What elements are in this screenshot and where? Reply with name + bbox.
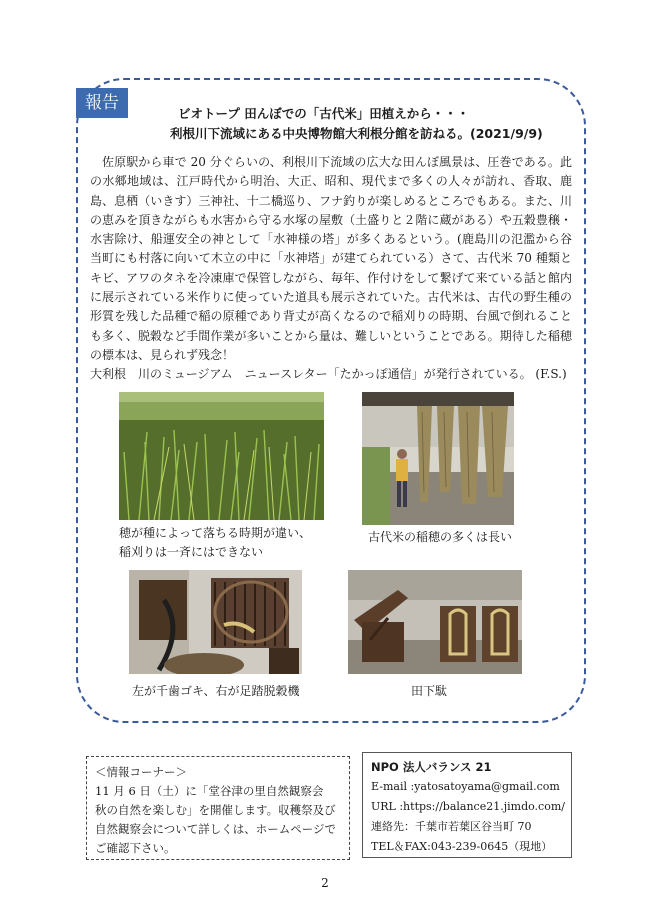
photo-caption-3: 左が千歯ゴキ、右が足踏脱穀機	[132, 684, 300, 698]
report-title-line2: 利根川下流域にある中央博物館大利根分館を訪ねる。(2021/9/9)	[170, 126, 543, 141]
ta-geta-photo	[348, 570, 522, 674]
photo-caption-1-line2: 稲刈りは一斉にはできない	[119, 545, 264, 559]
npo-contact-box	[362, 752, 572, 858]
hanging-rice-photo	[362, 392, 514, 525]
npo-tel: TEL＆FAX:043-239-0645（現地）	[371, 840, 553, 853]
page-number: 2	[321, 876, 329, 890]
photo-caption-4: 田下駄	[411, 684, 448, 698]
rice-field-photo	[119, 392, 324, 520]
report-tag: 報告	[76, 88, 128, 118]
report-title-line1: ビオトープ 田んぼでの「古代米」田植えから・・・	[178, 106, 470, 121]
threshing-tools-photo	[129, 570, 302, 674]
info-corner-text: 11 月 6 日（土）に「堂谷津の里自然観察会 秋の自然を楽しむ」を開催します。収穫祭及び自然観察会について詳しくは、ホームページでご確認下さい。	[95, 784, 337, 855]
npo-email[interactable]: E-mail :yatosatoyama@gmail.com	[371, 780, 560, 793]
photo-caption-2: 古代米の稲穂の多くは長い	[368, 530, 513, 544]
info-corner-heading: ＜情報コーナー＞	[95, 765, 187, 779]
npo-url[interactable]: URL :https://balance21.jimdo.com/	[371, 800, 565, 813]
info-corner	[86, 756, 350, 860]
npo-address: 連絡先：千葉市若葉区谷当町 70	[371, 820, 532, 833]
report-body-paragraph: 佐原駅から車で 20 分ぐらいの、利根川下流域の広大な田んぼ風景は、圧巻である。此の水郷地域は、江戸時代から明治、大正、昭和、現代まで多くの人々が訪れ、香取、鹿島、息栖（いきす）三神社、十二橋巡り、フナ釣りが楽しめるところでもある。また、川の恵みを頂きながらも水害から守る水塚の屋敷（土盛りと２階に蔵がある）や五穀豊穣・水害除け、船運安全の神として「水神様の塔」が多くあるという。(鹿島川の氾濫から谷当町にも村落に向いて木立の中に「水神塔」が建てられている）さて、古代米 70 種類とキビ、アワのタネを冷凍庫で保管しながら、毎年、作付けをして繋げて来ている話と館内に展示されている米作りに使っていた道具も展示されていた。古代米は、古代の野生種の形質を残した品種で稲の原種であり背丈が高くなるので稲刈りの時期、台風で倒れることも多く、脱穀など手間作業が多いことから量は、難しいということである。期待した稲穂の標本は、見られず残念！	[90, 155, 572, 362]
report-body	[90, 153, 572, 385]
photo-caption-1-line1: 穂が種によって落ちる時期が違い、	[119, 526, 312, 540]
report-body-footer: 大利根 川のミュージアム ニュースレター「たかっぽ通信」が発行されている。 (F.S.)	[90, 367, 567, 382]
npo-name: NPO 法人バランス 21	[371, 760, 492, 774]
